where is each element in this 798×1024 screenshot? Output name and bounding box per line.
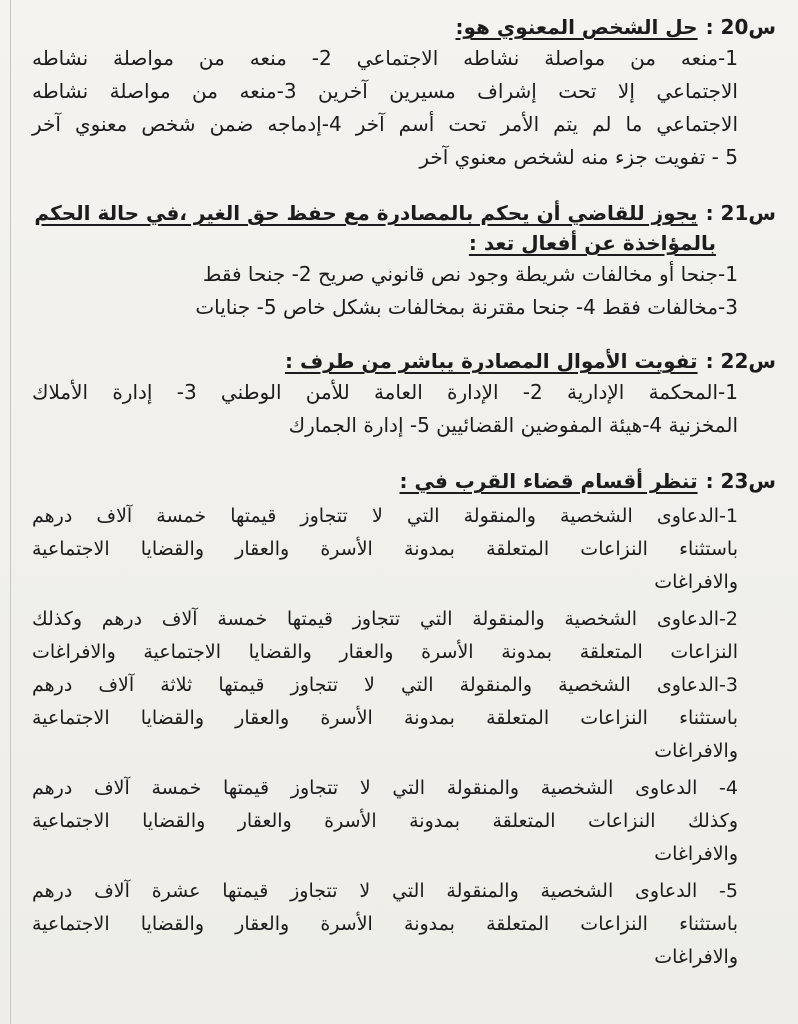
answer-line: باستثناء النزاعات المتعلقة بمدونة الأسرة والعقار والقضايا الاجتماعية [32,538,738,560]
answer-line: 2-الدعاوى الشخصية والمنقولة التي تتجاوز قيمتها خمسة آلاف درهم وكذلك [32,608,738,630]
answer-line: 1-منعه من مواصلة نشاطه الاجتماعي 2- منعه من مواصلة نشاطه [32,46,738,70]
answer-line: باستثناء النزاعات المتعلقة بمدونة الأسرة والعقار والقضايا الاجتماعية [32,913,738,935]
question-22 [22,346,776,442]
page-margin-line [0,0,11,1024]
answer-line: والافراغات [654,946,738,968]
question-title: حل الشخص المعنوي هو: [455,15,698,39]
answer-line: 3-مخالفات فقط 4- جنحا مقترنة بمخالفات بشكل خاص 5- جنايات [195,295,738,319]
answer-line: المخزنية 4-هيئة المفوضين القضائيين 5- إدارة الجمارك [288,413,738,437]
answer-line: 5- الدعاوى الشخصية والمنقولة التي لا تتجاوز قيمتها عشرة آلاف درهم [32,880,738,902]
question-header [22,466,776,496]
answer-line: الاجتماعي ما لم يتم الأمر تحت أسم آخر 4-إدماجه ضمن شخص معنوي آخر [32,112,738,136]
answer-option-2-3 [22,603,776,768]
answer-line: 1-الدعاوى الشخصية والمنقولة التي لا تتجاوز قيمتها خمسة آلاف درهم [32,505,738,527]
question-title: تنظر أقسام قضاء القرب في : [399,469,698,493]
question-header [22,12,776,42]
answer-line: 4- الدعاوى الشخصية والمنقولة التي لا تتجاوز قيمتها خمسة آلاف درهم [32,777,738,799]
answer-option-1 [22,500,776,599]
question-20 [22,12,776,174]
question-number: س23 : [705,469,776,493]
question-number: س21 : [705,201,776,225]
question-title: تفويت الأموال المصادرة يباشر من طرف : [285,349,698,373]
answer-line: 5 - تفويت جزء منه لشخص معنوي آخر [419,145,738,169]
answer-line: 1-جنحا أو مخالفات شريطة وجود نص قانوني صريح 2- جنحا فقط [202,262,738,286]
answer-line: باستثناء النزاعات المتعلقة بمدونة الأسرة والعقار والقضايا الاجتماعية [32,707,738,729]
question-23 [22,466,776,974]
answer-option-5 [22,875,776,974]
question-title-line2: بالمؤاخذة عن أفعال تعد : [468,231,716,255]
answer-line: الاجتماعي إلا تحت إشراف مسيرين آخرين 3-منعه من مواصلة نشاطه [32,79,738,103]
question-number: س20 : [705,15,776,39]
answer-line: والافراغات [654,571,738,593]
answer-line: 1-المحكمة الإدارية 2- الإدارة العامة للأمن الوطني 3- إدارة الأملاك [32,380,738,404]
question-header [22,346,776,376]
answer-line: 3-الدعاوى الشخصية والمنقولة التي لا تتجاوز قيمتها ثلاثة آلاف درهم [32,674,738,696]
question-number: س22 : [705,349,776,373]
question-header [22,198,776,228]
answer-line: والافراغات [654,843,738,865]
question-title-continuation [22,228,776,258]
answer-line: والافراغات [654,740,738,762]
question-21 [22,198,776,324]
answer-option-4 [22,772,776,871]
question-title: يجوز للقاضي أن يحكم بالمصادرة مع حفظ حق الغير ،في حالة الحكم [34,201,698,225]
answer-line: النزاعات المتعلقة بمدونة الأسرة والعقار والقضايا الاجتماعية والافراغات [32,641,738,663]
answer-line: وكذلك النزاعات المتعلقة بمدونة الأسرة والعقار والقضايا الاجتماعية [32,810,738,832]
